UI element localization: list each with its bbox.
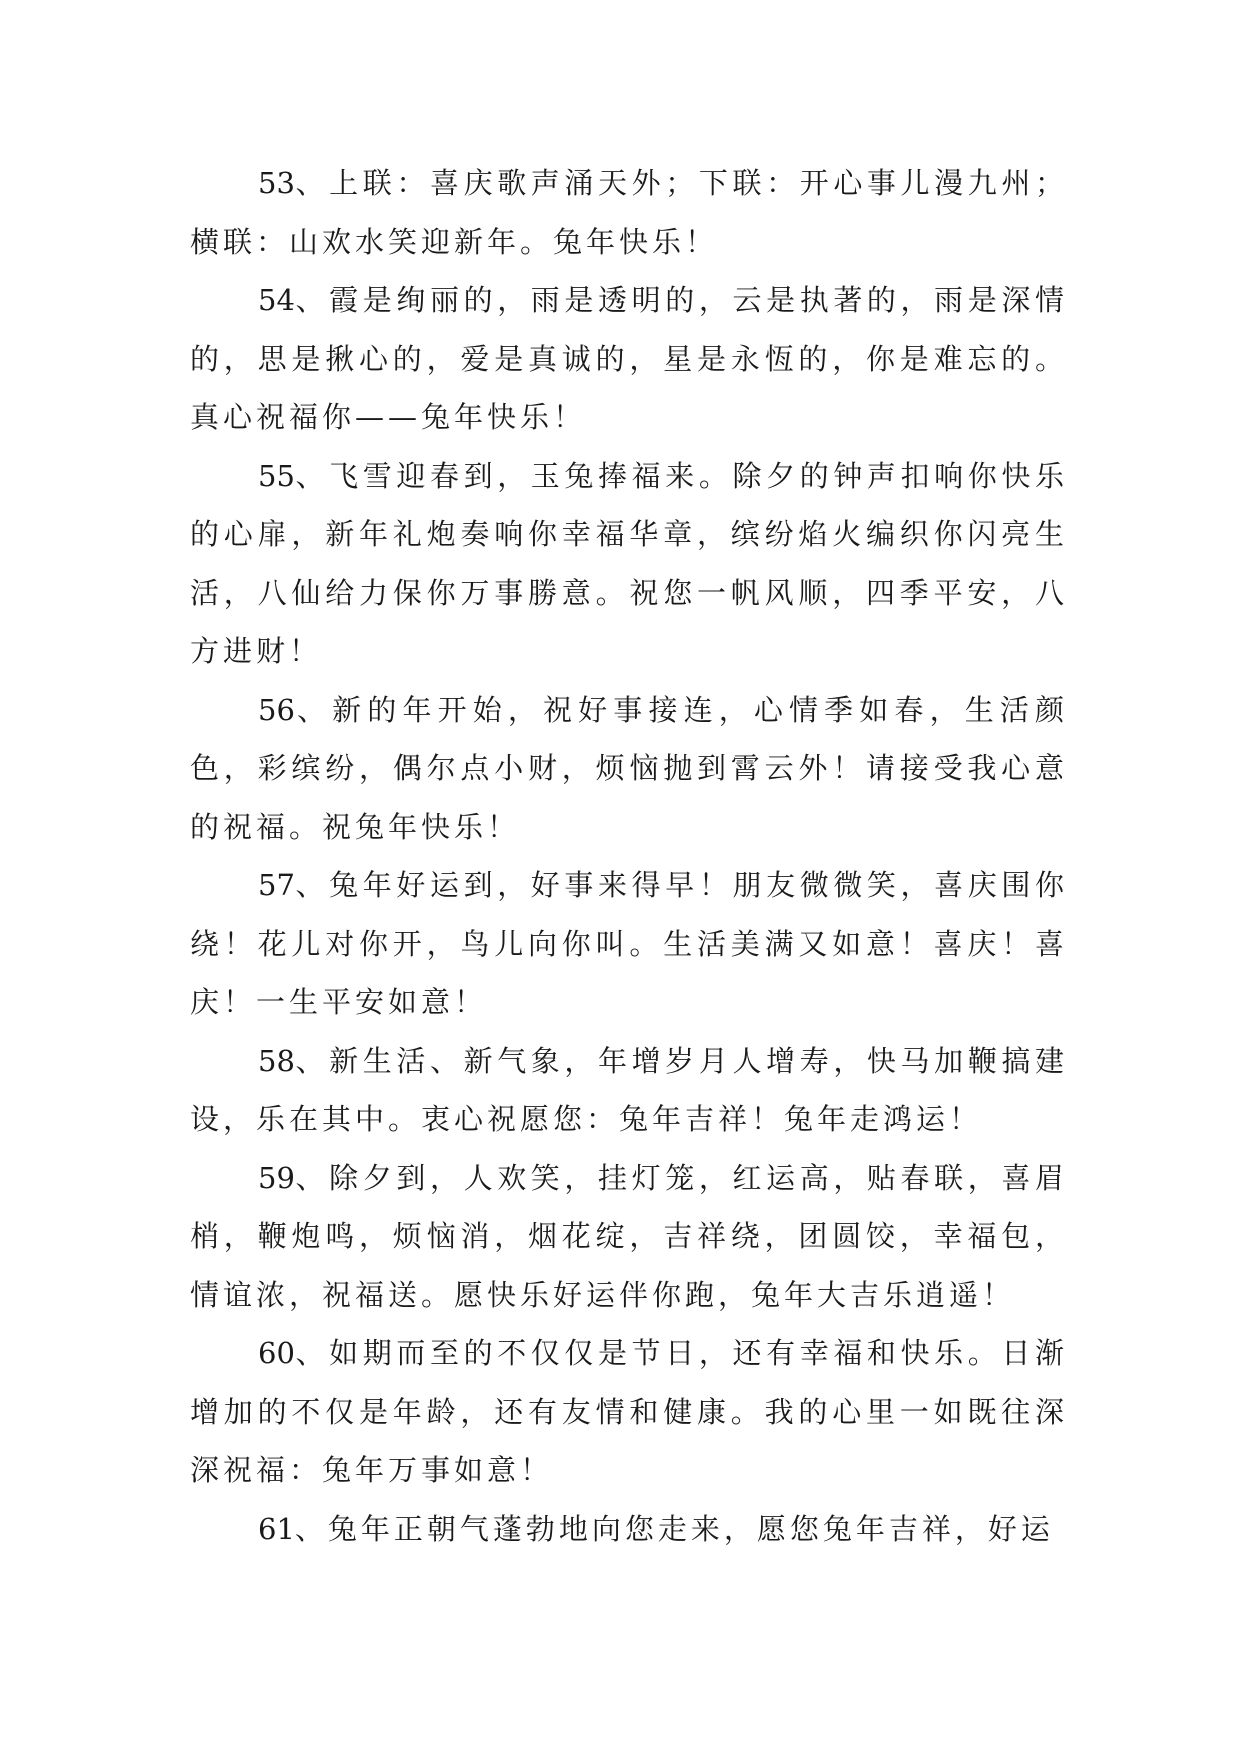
paragraph-number: 58 [258, 1043, 295, 1078]
paragraph-53 [190, 154, 1068, 271]
paragraph-text: 、除夕到，人欢笑，挂灯笼，红运高，贴春联，喜眉梢，鞭炮鸣，烦恼消，烟花绽，吉祥绕，团圆饺，幸福包，情谊浓，祝福送。愿快乐好运伴你跑，兔年大吉乐逍遥！ [190, 1160, 1068, 1312]
paragraph-text: 、飞雪迎春到，玉兔捧福来。除夕的钟声扣响你快乐的心扉，新年礼炮奏响你幸福华章，缤纷焰火编织你闪亮生活，八仙给力保你万事勝意。祝您一帆风顺，四季平安，八方进财！ [190, 458, 1068, 668]
document-body [190, 154, 1068, 1558]
paragraph-number: 61 [258, 1511, 295, 1546]
paragraph-text: 、如期而至的不仅仅是节日，还有幸福和快乐。日渐增加的不仅是年龄，还有友情和健康。我的心里一如既往深深祝福：兔年万事如意！ [190, 1336, 1068, 1487]
paragraph-text: 、兔年好运到，好事来得早！朋友微微笑，喜庆围你绕！花儿对你开，鸟儿向你叫。生活美满又如意！喜庆！喜庆！一生平安如意！ [190, 868, 1068, 1019]
paragraph-text: 、新生活、新气象，年增岁月人增寿，快马加鞭搞建设，乐在其中。衷心祝愿您：兔年吉祥！兔年走鸿运！ [190, 1043, 1068, 1136]
paragraph-number: 56 [258, 692, 295, 727]
paragraph-number: 57 [258, 868, 295, 902]
paragraph-text: 、新的年开始，祝好事接连，心情季如春，生活颜色，彩缤纷，偶尔点小财，烦恼抛到霄云外！请接受我心意的祝福。祝兔年快乐！ [190, 692, 1068, 844]
paragraph-57 [190, 856, 1068, 1032]
paragraph-61 [190, 1500, 1068, 1559]
paragraph-text: 、霞是绚丽的，雨是透明的，云是执著的，雨是深情的，思是揪心的，爱是真诚的，星是永恆的，你是难忘的。真心祝福你——兔年快乐！ [190, 283, 1068, 434]
paragraph-number: 54 [258, 283, 295, 317]
paragraph-56 [190, 681, 1068, 857]
paragraph-number: 59 [258, 1160, 295, 1195]
paragraph-60 [190, 1324, 1068, 1500]
paragraph-text: 、兔年正朝气蓬勃地向您走来，愿您兔年吉祥，好运 [294, 1511, 1054, 1546]
paragraph-number: 55 [258, 458, 295, 493]
paragraph-54 [190, 271, 1068, 447]
paragraph-58 [190, 1032, 1068, 1149]
paragraph-number: 53 [258, 166, 295, 200]
paragraph-55 [190, 447, 1068, 681]
paragraph-59 [190, 1149, 1068, 1325]
paragraph-number: 60 [258, 1336, 295, 1370]
paragraph-text: 、上联：喜庆歌声涌天外；下联：开心事儿漫九州；横联：山欢水笑迎新年。兔年快乐！ [190, 166, 1068, 259]
